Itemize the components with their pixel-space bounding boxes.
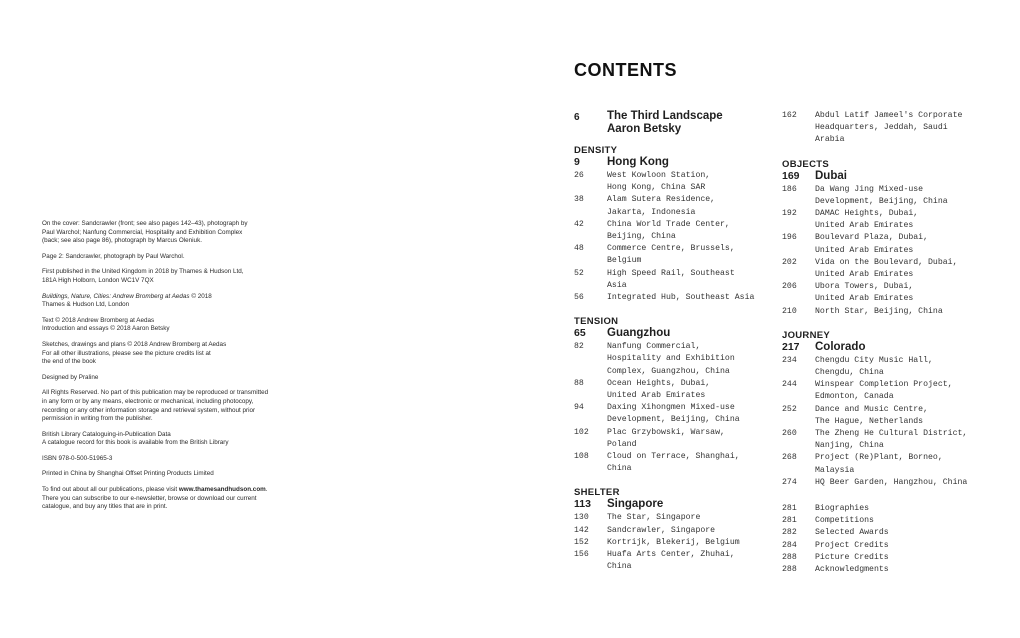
section-back-matter xyxy=(782,503,1012,576)
entry-page: 196 xyxy=(782,233,797,243)
toc-entry[interactable] xyxy=(782,428,1012,452)
imprint-website-pre: To find out about all our publications, please visit xyxy=(42,486,179,494)
entry-page: 282 xyxy=(782,528,797,538)
entry-title: Abdul Latif Jameel's Corporate Headquarters, Jeddah, Saudi Arabia xyxy=(815,111,963,145)
spacer xyxy=(574,304,779,312)
entry-page: 162 xyxy=(782,111,797,120)
city-name: Guangzhou xyxy=(607,327,671,340)
entry-title: Cloud on Terrace, Shanghai, China xyxy=(607,452,740,474)
section-density xyxy=(574,145,779,304)
toc-entry[interactable] xyxy=(574,170,779,194)
imprint-book-title: Buildings, Nature, Cities: Andrew Bromberg at Aedas xyxy=(42,292,190,300)
spacer xyxy=(782,489,1012,499)
entry-title: Biographies xyxy=(815,504,870,514)
city-heading[interactable] xyxy=(574,498,779,510)
toc-entry[interactable] xyxy=(782,208,1012,232)
entry-title: Huafa Arts Center, Zhuhai, China xyxy=(607,550,735,572)
section-label: JOURNEY xyxy=(782,329,831,341)
entry-title: China World Trade Center, Beijing, China xyxy=(607,219,730,242)
toc-entry[interactable] xyxy=(782,257,1012,281)
toc-entry[interactable] xyxy=(574,512,779,524)
entry-page: 234 xyxy=(782,355,797,365)
city-heading[interactable] xyxy=(782,341,1012,353)
section-label: SHELTER xyxy=(574,487,620,499)
toc-entry[interactable] xyxy=(782,503,1012,515)
entry-title: Dance and Music Centre, The Hague, Netherlands xyxy=(815,404,929,426)
imprint-website-note xyxy=(42,486,292,512)
spacer xyxy=(782,318,1012,326)
entry-page: 284 xyxy=(782,540,797,550)
entry-title: Vida on the Boulevard, Dubai, United Arab Emirates xyxy=(815,257,958,280)
section-objects xyxy=(782,159,1012,318)
entry-page: 156 xyxy=(574,550,589,560)
toc-entry[interactable] xyxy=(782,527,1012,539)
imprint-cip: British Library Cataloguing-in-Publication Data A catalogue record for this book is available from the British Library xyxy=(42,430,229,447)
toc-entry[interactable] xyxy=(574,341,779,378)
contents-column-right xyxy=(782,110,1012,576)
toc-entry[interactable] xyxy=(782,515,1012,527)
entry-page: 274 xyxy=(782,477,797,487)
toc-entry[interactable] xyxy=(782,306,1012,318)
entry-title: The Zheng He Cultural District, Nanjing, China xyxy=(815,429,968,451)
toc-entry[interactable] xyxy=(574,243,779,267)
imprint-sketches-credit: Sketches, drawings and plans © 2018 Andrew Bromberg at Aedas For all other illustrations, please see the picture credits list at the end of the book xyxy=(42,340,227,366)
toc-entry[interactable] xyxy=(782,281,1012,305)
contents-column-left xyxy=(574,110,779,573)
toc-entry[interactable] xyxy=(574,268,779,292)
entry-title: Ocean Heights, Dubai, United Arab Emirates xyxy=(607,378,711,401)
contents-page xyxy=(510,0,1020,638)
entry-page: 268 xyxy=(782,453,797,463)
toc-entry[interactable] xyxy=(782,552,1012,564)
imprint-book-copyright: © 2018 Thames & Hudson Ltd, London xyxy=(42,292,212,309)
imprint-page2-credit: Page 2: Sandcrawler, photograph by Paul Warchol. xyxy=(42,252,185,260)
section-label: OBJECTS xyxy=(782,158,829,170)
toc-entry[interactable] xyxy=(574,194,779,218)
section-label: TENSION xyxy=(574,316,619,328)
entry-page: 281 xyxy=(782,504,797,514)
toc-entry[interactable] xyxy=(782,540,1012,552)
entry-page: 108 xyxy=(574,452,589,462)
entry-title: Plac Grzybowski, Warsaw, Poland xyxy=(607,427,725,449)
city-name: Hong Kong xyxy=(607,156,669,168)
entry-title: HQ Beer Garden, Hangzhou, China xyxy=(815,477,968,487)
imprint-text xyxy=(42,220,292,519)
entry-title: Selected Awards xyxy=(815,528,889,538)
city-name: Singapore xyxy=(607,498,664,511)
entry-title: Integrated Hub, Southeast Asia xyxy=(607,293,755,303)
imprint-printer: Printed in China by Shanghai Offset Printing Products Limited xyxy=(42,470,214,478)
toc-entry[interactable] xyxy=(782,564,1012,576)
entry-page: 26 xyxy=(574,171,584,180)
entry-page: 102 xyxy=(574,427,589,437)
entry-page: 192 xyxy=(782,209,797,219)
toc-entry[interactable] xyxy=(782,184,1012,208)
toc-entry[interactable] xyxy=(574,402,779,426)
entry-title: Ubora Towers, Dubai, United Arab Emirates xyxy=(815,282,914,304)
entry-page: 56 xyxy=(574,293,584,303)
section-tension xyxy=(574,316,779,475)
entry-title: Nanfung Commercial, Hospitality and Exhibition Complex, Guangzhou, China xyxy=(607,342,735,376)
intro-title: The Third Landscape Aaron Betsky xyxy=(607,110,723,135)
city-name: Colorado xyxy=(815,340,866,353)
toc-entry[interactable] xyxy=(782,232,1012,256)
entry-title: High Speed Rail, Southeast Asia xyxy=(607,268,735,290)
imprint-copyright-book xyxy=(42,293,292,310)
entry-title: Project (Re)Plant, Borneo, Malaysia xyxy=(815,453,943,475)
entry-page: 48 xyxy=(574,244,584,254)
section-shelter xyxy=(574,487,779,573)
entry-page: 281 xyxy=(782,516,797,526)
imprint-designer: Designed by Praline xyxy=(42,373,99,381)
entry-page: 202 xyxy=(782,257,797,267)
toc-entry[interactable] xyxy=(782,355,1012,379)
imprint-first-published: First published in the United Kingdom in 2018 by Thames & Hudson Ltd, 181A High Holborn, London WC1V 7QX xyxy=(42,268,244,284)
entry-title: Boulevard Plaza, Dubai, United Arab Emirates xyxy=(815,233,929,255)
entry-title: North Star, Beijing, China xyxy=(815,306,943,316)
entry-page: 186 xyxy=(782,184,797,194)
imprint-isbn: ISBN 978-0-500-51965-3 xyxy=(42,454,113,462)
entry-title: Da Wang Jing Mixed-use Development, Beijing, China xyxy=(815,184,948,206)
entry-title: Winspear Completion Project, Edmonton, Canada xyxy=(815,380,953,402)
entry-page: 288 xyxy=(782,552,797,562)
toc-entry[interactable] xyxy=(574,219,779,243)
toc-entry[interactable] xyxy=(782,452,1012,476)
city-page-number: 217 xyxy=(782,340,800,353)
entry-title: Acknowledgments xyxy=(815,565,889,575)
spacer xyxy=(574,475,779,483)
entry-page: 82 xyxy=(574,342,584,352)
entry-title: Commerce Centre, Brussels, Belgium xyxy=(607,244,735,266)
entry-title: Sandcrawler, Singapore xyxy=(607,525,716,535)
toc-entry[interactable] xyxy=(574,537,779,549)
city-page-number: 169 xyxy=(782,169,800,182)
toc-entry[interactable] xyxy=(782,379,1012,403)
imprint-rights: All Rights Reserved. No part of this publication may be reproduced or transmitted in any form or by any means, electronic or mechanical, including photocopy, recording or any other information storage and retrieval system, without prior permission in writing from the publisher. xyxy=(42,389,269,423)
entry-page: 130 xyxy=(574,513,589,523)
entry-title: DAMAC Heights, Dubai, United Arab Emirates xyxy=(815,209,919,231)
entry-page: 38 xyxy=(574,195,584,205)
entry-page: 88 xyxy=(574,378,584,388)
entry-page: 288 xyxy=(782,565,797,575)
entry-page: 152 xyxy=(574,537,589,547)
toc-entry[interactable] xyxy=(574,378,779,402)
city-heading[interactable] xyxy=(782,170,1012,182)
entry-title: Daxing Xihongmen Mixed-use Development, Beijing, China xyxy=(607,403,740,425)
toc-entry[interactable] xyxy=(782,477,1012,489)
entry-page: 94 xyxy=(574,403,584,413)
entry-title: Project Credits xyxy=(815,540,889,550)
toc-entry[interactable] xyxy=(574,451,779,475)
section-label: DENSITY xyxy=(574,145,618,156)
entry-page: 260 xyxy=(782,429,797,439)
city-heading[interactable] xyxy=(574,327,779,339)
imprint-website-link[interactable]: www.thamesandhudson.com xyxy=(178,486,266,494)
entry-title: Alam Sutera Residence, Jakarta, Indonesia xyxy=(607,195,716,217)
section-journey xyxy=(782,330,1012,489)
toc-entry[interactable] xyxy=(574,427,779,451)
toc-entry[interactable] xyxy=(574,292,779,304)
entry-page: 244 xyxy=(782,380,797,390)
entry-title: Picture Credits xyxy=(815,552,889,562)
imprint-website-post: . There you can subscribe to our e-newsletter, browse or download our current catalogue, and buy any titles that are in print. xyxy=(42,486,268,511)
city-heading[interactable] xyxy=(574,156,779,168)
entry-title: West Kowloon Station, Hong Kong, China SAR xyxy=(607,171,711,193)
entry-title: The Star, Singapore xyxy=(607,513,701,523)
entry-page: 142 xyxy=(574,525,589,535)
entry-title: Chengdu City Music Hall, Chengdu, China xyxy=(815,355,933,378)
city-name: Dubai xyxy=(815,169,847,182)
city-page-number: 113 xyxy=(574,498,591,511)
contents-intro[interactable] xyxy=(574,110,779,135)
toc-entry[interactable] xyxy=(782,110,1012,147)
entry-title: Competitions xyxy=(815,516,874,526)
toc-entry[interactable] xyxy=(574,549,779,573)
toc-entry[interactable] xyxy=(782,404,1012,428)
entry-page: 42 xyxy=(574,219,584,229)
entry-title: Kortrijk, Blekerij, Belgium xyxy=(607,537,740,547)
contents-title: CONTENTS xyxy=(574,60,677,80)
toc-entry[interactable] xyxy=(574,525,779,537)
entry-page: 206 xyxy=(782,282,797,292)
imprint-copyright-text: Text © 2018 Andrew Bromberg at Aedas Introduction and essays © 2018 Aaron Betsky xyxy=(42,316,170,333)
entry-page: 52 xyxy=(574,268,584,278)
city-page-number: 65 xyxy=(574,327,586,340)
entry-page: 210 xyxy=(782,306,797,316)
entry-page: 252 xyxy=(782,404,797,414)
imprint-cover-credit: On the cover: Sandcrawler (front; see also pages 142–43), photograph by Paul Warchol; Nanfung Commercial, Hospitality and Exhibition Complex (back; see also page 86), photograph by Marcus Oleniuk. xyxy=(42,220,248,245)
spacer xyxy=(782,147,1012,155)
intro-page-number: 6 xyxy=(574,112,580,123)
city-page-number: 9 xyxy=(574,156,580,168)
